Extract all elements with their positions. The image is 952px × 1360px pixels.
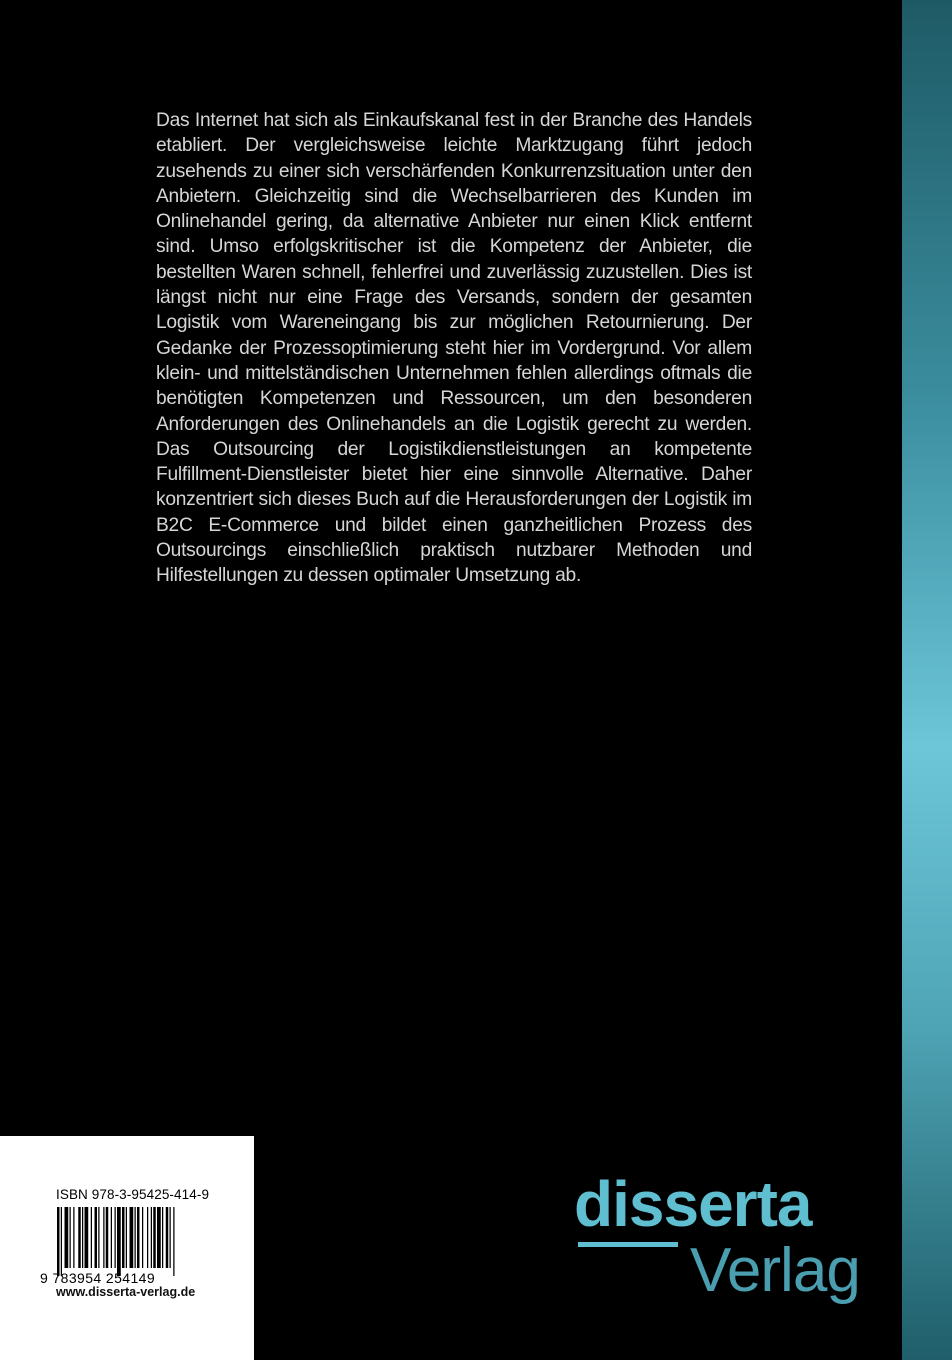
barcode-bar	[173, 1207, 174, 1276]
barcode-digits: 9 783954 254149	[40, 1270, 155, 1286]
barcode-bar	[153, 1207, 156, 1268]
barcode-bar	[103, 1207, 104, 1268]
barcode-bar	[147, 1207, 148, 1268]
barcode-bar	[135, 1207, 136, 1268]
barcode-bar	[106, 1207, 109, 1268]
barcode-bar	[151, 1207, 152, 1268]
barcode-bar	[137, 1207, 140, 1268]
barcode-bar	[126, 1207, 127, 1268]
barcode-bar	[78, 1207, 81, 1268]
barcode-bar	[166, 1207, 169, 1268]
barcode-bar	[111, 1207, 112, 1268]
isbn-label: ISBN 978-3-95425-414-9	[56, 1187, 210, 1202]
spine-band	[902, 0, 952, 1360]
barcode-bar	[117, 1207, 121, 1276]
barcode-bar	[130, 1207, 134, 1268]
publisher-logo-top: disserta	[574, 1168, 812, 1240]
barcode-bar	[142, 1207, 143, 1268]
barcode-bar	[85, 1207, 89, 1268]
barcode-bar	[98, 1207, 99, 1268]
barcode-bar	[157, 1207, 161, 1268]
barcode-bar	[57, 1207, 60, 1276]
barcode-bar	[61, 1207, 62, 1276]
barcode-bar	[65, 1207, 69, 1268]
barcode-bar	[95, 1207, 98, 1268]
barcode-icon	[0, 0, 254, 1360]
barcode-bar	[82, 1207, 83, 1268]
barcode-bar	[162, 1207, 163, 1268]
publisher-logo-rule	[578, 1242, 678, 1247]
barcode-bar	[170, 1207, 171, 1268]
barcode-bar	[91, 1207, 92, 1268]
barcode-bar	[115, 1207, 116, 1268]
back-cover-blurb: Das Internet hat sich als Einkaufskanal fest in der Branche des Handels etabliert. Der vergleichsweise leichte Marktzugang führt jedoch zusehends zu einer sich verschärfenden Konkurrenzsituation unter den Anbietern. Gleichzeitig sind die Wechselbarrieren des Kunden im Onlinehandel gering, da alternative Anbieter nur einen Klick entfernt sind. Umso erfolgskritischer ist die Kompetenz der Anbieter, die bestellten Waren schnell, fehlerfrei und zuverlässig zuzustellen. Dies ist längst nicht nur eine Frage des Versands, sondern der gesamten Logistik vom Wareneingang bis zur möglichen Retournierung. Der Gedanke der Prozessoptimierung steht hier im Vordergrund. Vor allem klein- und mittelständischen Unternehmen fehlen allerdings oftmals die benötigten Kompetenzen und Ressourcen, um den besonderen Anforderungen des Onlinehandels an die Logistik gerecht zu werden. Das Outsourcing der Logistikdienstleistungen an kompetente Fulfillment-Dienstleister bietet hier eine sinnvolle Alternative. Daher konzentriert sich dieses Buch auf die Herausforderungen der Logistik im B2C E-Commerce und bildet einen ganzheitlichen Prozess des Outsourcings einschließlich praktisch nutzbarer Methoden und Hilfestellungen zu dessen optimaler Umsetzung ab.	[156, 110, 752, 587]
publisher-website: www.disserta-verlag.de	[56, 1285, 196, 1299]
barcode-bar	[122, 1207, 125, 1268]
publisher-logo-bottom: Verlag	[690, 1236, 860, 1305]
barcode-bar	[73, 1207, 74, 1268]
barcode-bar	[70, 1207, 71, 1268]
